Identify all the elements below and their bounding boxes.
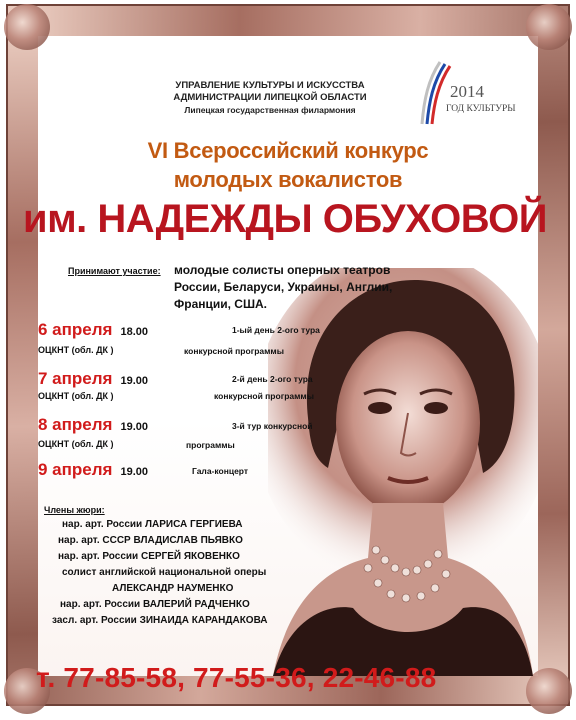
schedule-date: 9 апреля (38, 460, 113, 479)
participants-line: России, Беларуси, Украины, Англии, (174, 280, 393, 294)
contact-phones: т. 77-85-58, 77-55-36, 22-46-88 (36, 662, 437, 693)
contest-name: им. НАДЕЖДЫ ОБУХОВОЙ (22, 197, 548, 241)
schedule-item (38, 415, 313, 450)
schedule-item (38, 460, 249, 480)
schedule-date: 7 апреля (38, 369, 113, 388)
schedule-date: 8 апреля (38, 415, 113, 434)
participants-block (68, 262, 393, 311)
jury-member: АЛЕКСАНДР НАУМЕНКО (112, 583, 234, 594)
contest-title-line: молодых вокалистов (173, 167, 403, 192)
schedule-description: программы (186, 440, 235, 450)
schedule-venue: ОЦКНТ (обл. ДК ) (38, 439, 114, 449)
schedule-description: 3-й тур конкурсной (232, 421, 313, 431)
organizer-line: УПРАВЛЕНИЕ КУЛЬТУРЫ И ИСКУССТВА (175, 80, 365, 91)
schedule-venue: ОЦКНТ (обл. ДК ) (38, 345, 114, 355)
jury-member: нар. арт. СССР ВЛАДИСЛАВ ПЬЯВКО (58, 535, 243, 546)
jury-member: засл. арт. России ЗИНАИДА КАРАНДАКОВА (52, 615, 268, 626)
logo-year: 2014 (450, 82, 484, 101)
participants-label: Принимают участие: (68, 266, 161, 276)
schedule-date: 6 апреля (38, 320, 113, 339)
logo-text: ГОД КУЛЬТУРЫ (446, 104, 516, 114)
schedule-description: 2-й день 2-ого тура (232, 374, 313, 384)
schedule-time: 19.00 (120, 375, 148, 387)
participants-line: Франции, США. (174, 297, 268, 311)
schedule-item (38, 320, 320, 356)
frame-corner-ornament (526, 4, 572, 50)
organizer-line: Липецкая государственная филармония (184, 105, 356, 115)
schedule-time: 19.00 (120, 466, 148, 478)
jury-member: нар. арт. России ЛАРИСА ГЕРГИЕВА (62, 519, 243, 530)
year-of-culture-logo (414, 60, 516, 130)
schedule-description: 1-ый день 2-ого тура (232, 325, 320, 335)
schedule-description: конкурсной программы (214, 391, 314, 401)
schedule-item (38, 369, 314, 401)
schedule-description: конкурсной программы (184, 346, 284, 356)
jury-heading: Члены жюри: (44, 505, 105, 515)
schedule-time: 19.00 (120, 421, 148, 433)
tricolor-flag-icon (414, 60, 454, 126)
participants-line: молодые солисты оперных театров (174, 263, 391, 277)
jury-member: нар. арт. России ВАЛЕРИЙ РАДЧЕНКО (60, 599, 250, 610)
contest-title-line: VI Всероссийский конкурс (147, 138, 429, 163)
jury-member: нар. арт. России СЕРГЕЙ ЯКОВЕНКО (58, 551, 240, 562)
organizer-block (150, 80, 390, 116)
frame-corner-ornament (4, 4, 50, 50)
schedule-description: Гала-концерт (192, 466, 249, 476)
organizer-line: АДМИНИСТРАЦИИ ЛИПЕЦКОЙ ОБЛАСТИ (173, 92, 367, 103)
schedule-venue: ОЦКНТ (обл. ДК ) (38, 391, 114, 401)
schedule-time: 18.00 (120, 326, 148, 338)
jury-member: солист английской национальной оперы (62, 567, 267, 578)
